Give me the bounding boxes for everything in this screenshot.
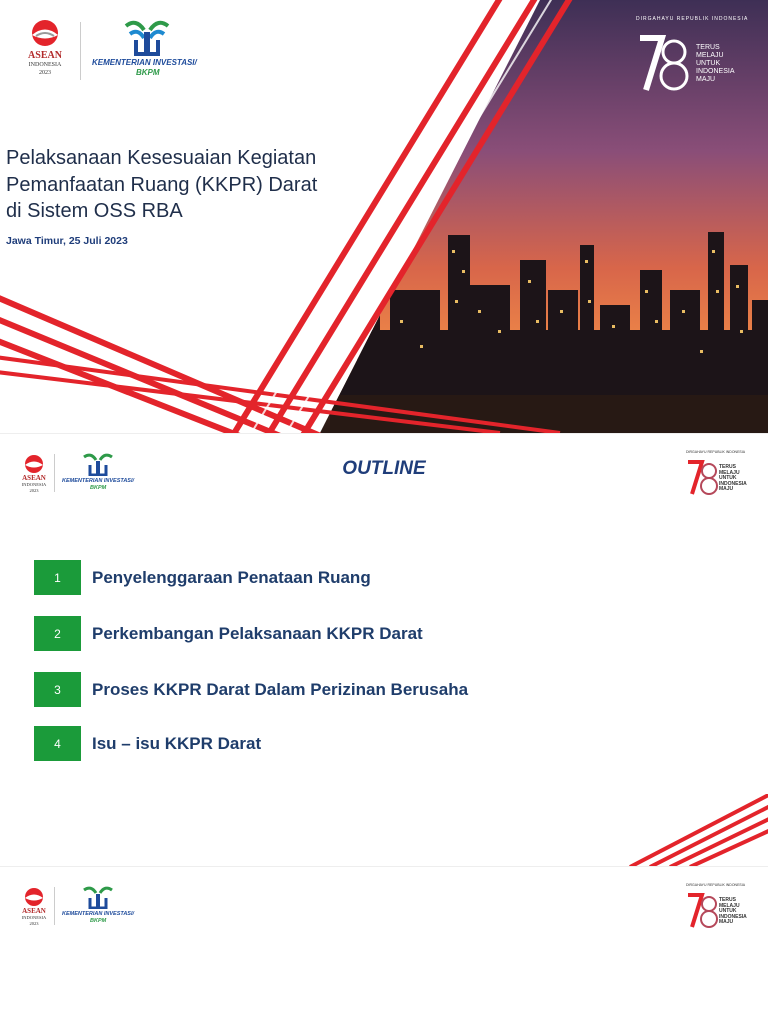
hut-78-emblem-icon	[636, 32, 692, 96]
outline-item-label: Isu – isu KKPR Darat	[92, 733, 262, 753]
outline-item	[34, 616, 423, 651]
outline-item-label: Penyelenggaraan Penataan Ruang	[92, 567, 371, 587]
hut-line: TERUS	[719, 897, 736, 903]
hut-tagline	[696, 44, 735, 84]
hut-line: TERUS	[696, 44, 720, 51]
outline-item-number: 2	[34, 616, 81, 651]
ministry-name: KEMENTERIAN INVESTASI/	[62, 911, 135, 917]
presentation-title	[6, 145, 346, 225]
next-slide-partial	[0, 866, 768, 1025]
outline-item	[34, 672, 468, 707]
ministry-logo	[92, 18, 222, 78]
hut-line: MELAJU	[719, 902, 740, 909]
asean-emblem-icon	[20, 887, 48, 907]
ministry-abbr: BKPM	[90, 485, 107, 491]
asean-emblem-icon	[24, 18, 66, 48]
asean-year: 2023	[39, 70, 51, 76]
hut-ri-78-logo	[686, 883, 766, 943]
hut-line: UNTUK	[696, 60, 721, 67]
hut-line: INDONESIA	[719, 913, 747, 920]
hut-line: TERUS	[719, 464, 736, 470]
asean-year: 2023	[29, 488, 39, 493]
ministry-logo	[62, 885, 142, 925]
hut-line: MAJU	[719, 486, 734, 492]
hut-line: UNTUK	[719, 475, 737, 481]
asean-year: 2023	[29, 921, 39, 926]
logo-divider	[54, 887, 55, 925]
asean-country: INDONESIA	[21, 482, 47, 487]
title-line: di Sistem OSS RBA	[6, 200, 183, 222]
ministry-abbr: BKPM	[136, 68, 160, 77]
ministry-emblem-icon	[122, 18, 172, 56]
hut-line: INDONESIA	[696, 68, 735, 75]
outline-item-label: Proses KKPR Darat Dalam Perizinan Berusaha	[92, 679, 469, 699]
outline-item-number: 1	[34, 560, 81, 595]
asean-name: ASEAN	[28, 50, 62, 61]
presentation-subtitle: Jawa Timur, 25 Juli 2023	[6, 235, 128, 247]
hut-header: DIRGAHAYU REPUBLIK INDONESIA	[636, 16, 749, 22]
hut-header: DIRGAHAYU REPUBLIK INDONESIA	[686, 883, 746, 887]
hut-line: MELAJU	[719, 469, 740, 476]
corner-red-stripes	[620, 794, 768, 867]
title-line: Pemanfaatan Ruang (KKPR) Darat	[6, 173, 318, 196]
asean-logo	[20, 887, 48, 927]
hut-line: INDONESIA	[719, 480, 747, 487]
asean-logo	[24, 18, 66, 80]
outline-item-number: 3	[34, 672, 81, 707]
asean-country: INDONESIA	[21, 915, 47, 920]
ministry-emblem-icon	[82, 885, 114, 909]
hut-78-emblem-icon	[686, 891, 718, 931]
outline-heading: OUTLINE	[342, 458, 426, 479]
outline-item	[34, 726, 261, 761]
hut-line: MAJU	[696, 76, 716, 83]
ministry-name: KEMENTERIAN INVESTASI/	[62, 478, 135, 484]
asean-name: ASEAN	[22, 474, 46, 482]
hut-header: DIRGAHAYU REPUBLIK INDONESIA	[686, 450, 746, 454]
logo-divider	[80, 22, 81, 80]
hut-line: MELAJU	[696, 52, 724, 59]
hut-line: MAJU	[719, 919, 734, 925]
title-slide	[0, 0, 768, 433]
outline-slide	[0, 433, 768, 867]
hut-line: UNTUK	[719, 908, 737, 914]
asean-country: INDONESIA	[28, 62, 62, 68]
hut-tagline	[719, 898, 747, 926]
outline-item	[34, 560, 371, 595]
ministry-name: KEMENTERIAN INVESTASI/	[92, 58, 197, 67]
ministry-abbr: BKPM	[90, 918, 107, 924]
outline-item-label: Perkembangan Pelaksanaan KKPR Darat	[92, 623, 423, 643]
hut-ri-78-logo	[636, 16, 766, 106]
outline-item-number: 4	[34, 726, 81, 761]
title-line: Pelaksanaan Kesesuaian Kegiatan	[6, 147, 317, 169]
asean-name: ASEAN	[22, 907, 46, 915]
